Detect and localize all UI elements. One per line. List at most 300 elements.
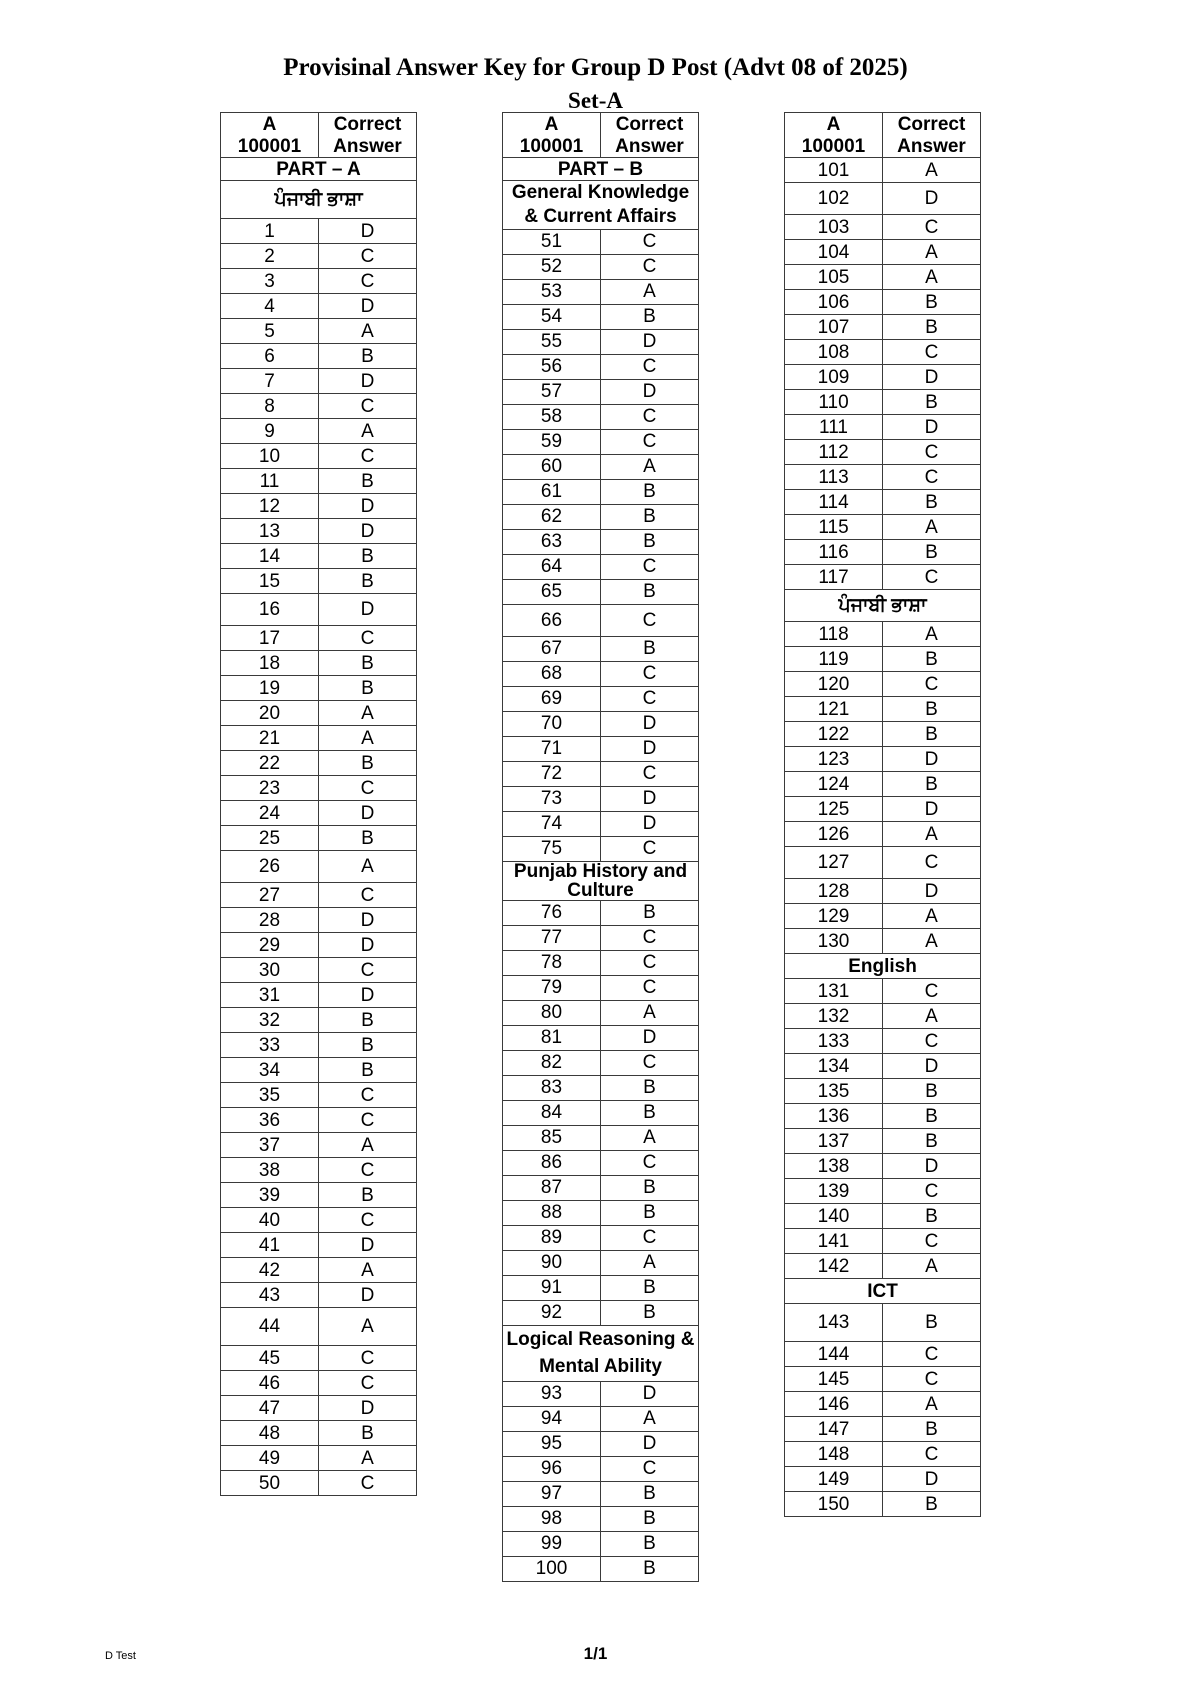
question-number: 118 [785,622,883,647]
correct-answer: A [319,1446,417,1471]
correct-answer: D [319,983,417,1008]
table-row [785,879,981,904]
correct-header: Correct [883,113,981,136]
table-row [785,315,981,340]
correct-answer: B [883,1104,981,1129]
table-row [785,1442,981,1467]
question-number: 38 [221,1158,319,1183]
correct-answer: B [883,647,981,672]
table-row [785,1079,981,1104]
table-row [503,1431,699,1456]
question-number: 97 [503,1481,601,1506]
question-number: 130 [785,929,883,954]
table-row [503,636,699,661]
question-number: 78 [503,950,601,975]
correct-answer: C [883,340,981,365]
question-number: 74 [503,811,601,836]
table-row [221,1421,417,1446]
question-number: 36 [221,1108,319,1133]
correct-answer: C [319,1346,417,1371]
question-number: 119 [785,647,883,672]
question-number: 57 [503,379,601,404]
question-number: 117 [785,565,883,590]
question-number: 132 [785,1004,883,1029]
correct-answer: B [319,826,417,851]
table-row [785,847,981,879]
question-number: 109 [785,365,883,390]
correct-answer: A [883,622,981,647]
correct-answer: D [601,1431,699,1456]
correct-answer: C [319,1158,417,1183]
question-number: 102 [785,183,883,215]
question-number: 24 [221,801,319,826]
question-number: 122 [785,722,883,747]
question-number: 11 [221,469,319,494]
table-row [503,1406,699,1431]
correct-answer: C [883,672,981,697]
correct-answer: C [883,979,981,1004]
table-row [221,1371,417,1396]
question-number: 87 [503,1175,601,1200]
table-row [221,244,417,269]
correct-answer: B [319,676,417,701]
question-number: 71 [503,736,601,761]
correct-answer: B [319,651,417,676]
table-row [503,1000,699,1025]
correct-answer: D [319,219,417,244]
correct-answer: B [601,1506,699,1531]
question-number: 90 [503,1250,601,1275]
table-row [785,1367,981,1392]
correct-answer: B [601,1275,699,1300]
question-number: 25 [221,826,319,851]
question-number: 35 [221,1083,319,1108]
table-row [221,369,417,394]
table-row [785,1129,981,1154]
correct-answer: B [319,544,417,569]
question-number: 58 [503,404,601,429]
question-number: 67 [503,636,601,661]
question-number: 44 [221,1308,319,1346]
table-row [785,1104,981,1129]
table-row [221,1446,417,1471]
correct-answer: B [601,529,699,554]
question-number: 2 [221,244,319,269]
correct-answer: D [319,801,417,826]
table-row [503,279,699,304]
table-row [503,925,699,950]
section-part-b: PART – B [503,158,699,181]
table-row [785,1467,981,1492]
answer-header: Answer [601,135,699,158]
table-row [785,722,981,747]
correct-answer: C [601,950,699,975]
correct-answer: C [319,1108,417,1133]
question-number: 52 [503,254,601,279]
question-number: 75 [503,836,601,861]
correct-answer: B [601,304,699,329]
question-number: 115 [785,515,883,540]
correct-answer: D [883,879,981,904]
correct-answer: C [883,1342,981,1367]
question-number: 104 [785,240,883,265]
section-punjabi: ਪੰਜਾਬੀ ਭਾਸ਼ਾ [221,181,417,219]
correct-answer: C [601,254,699,279]
correct-answer: A [883,929,981,954]
table-row [221,394,417,419]
question-number: 131 [785,979,883,1004]
question-number: 39 [221,1183,319,1208]
table-row [221,776,417,801]
table-row [785,622,981,647]
series-header: A [503,113,601,136]
question-number: 141 [785,1229,883,1254]
correct-answer: D [601,786,699,811]
answer-table-continued [784,112,981,1517]
question-number: 54 [503,304,601,329]
question-number: 70 [503,711,601,736]
correct-answer: B [883,315,981,340]
table-row [785,515,981,540]
question-number: 17 [221,626,319,651]
correct-answer: C [883,847,981,879]
table-row [503,950,699,975]
table-row [503,811,699,836]
correct-answer: C [319,626,417,651]
correct-answer: C [883,215,981,240]
table-row [503,1225,699,1250]
table-row [785,340,981,365]
correct-answer: B [319,1008,417,1033]
correct-answer: D [319,594,417,626]
correct-answer: B [319,751,417,776]
table-row [503,836,699,861]
question-number: 79 [503,975,601,1000]
correct-answer: B [883,490,981,515]
table-row [503,900,699,925]
question-number: 77 [503,925,601,950]
question-number: 41 [221,1233,319,1258]
question-number: 146 [785,1392,883,1417]
correct-answer: C [883,440,981,465]
question-number: 85 [503,1125,601,1150]
correct-answer: D [319,519,417,544]
question-number: 137 [785,1129,883,1154]
table-row [503,1531,699,1556]
table-row [785,1492,981,1517]
series-header: A [785,113,883,136]
correct-answer: D [601,379,699,404]
table-row [221,419,417,444]
question-number: 56 [503,354,601,379]
correct-answer: B [319,1058,417,1083]
correct-answer: D [883,747,981,772]
table-row [785,265,981,290]
correct-answer: C [883,1029,981,1054]
table-row [503,229,699,254]
correct-answer: D [883,1467,981,1492]
table-row [221,1258,417,1283]
table-row [503,354,699,379]
correct-answer: A [601,279,699,304]
question-number: 34 [221,1058,319,1083]
series-code: 100001 [503,135,601,158]
question-number: 9 [221,419,319,444]
question-number: 10 [221,444,319,469]
correct-answer: B [319,1421,417,1446]
table-row [785,797,981,822]
question-number: 127 [785,847,883,879]
question-number: 89 [503,1225,601,1250]
table-row [785,365,981,390]
table-row [785,390,981,415]
correct-answer: D [601,811,699,836]
question-number: 120 [785,672,883,697]
question-number: 22 [221,751,319,776]
correct-answer: C [601,975,699,1000]
table-row [221,294,417,319]
correct-answer: B [601,1481,699,1506]
table-row [785,979,981,1004]
question-number: 63 [503,529,601,554]
table-row [785,465,981,490]
correct-answer: C [319,1083,417,1108]
table-row [221,701,417,726]
question-number: 21 [221,726,319,751]
correct-answer: C [601,925,699,950]
correct-answer: D [319,369,417,394]
question-number: 53 [503,279,601,304]
correct-answer: A [319,1133,417,1158]
question-number: 32 [221,1008,319,1033]
correct-answer: C [319,1471,417,1496]
correct-answer: A [883,265,981,290]
correct-answer: B [601,579,699,604]
table-row [785,215,981,240]
question-number: 66 [503,604,601,636]
question-number: 113 [785,465,883,490]
correct-answer: C [601,1150,699,1175]
table-row [785,1179,981,1204]
question-number: 27 [221,883,319,908]
question-number: 62 [503,504,601,529]
table-row [503,504,699,529]
correct-answer: C [319,1208,417,1233]
question-number: 138 [785,1154,883,1179]
question-number: 99 [503,1531,601,1556]
correct-answer: B [601,1200,699,1225]
correct-answer: D [883,365,981,390]
correct-answer: B [319,1033,417,1058]
question-number: 33 [221,1033,319,1058]
table-row [785,647,981,672]
question-number: 82 [503,1050,601,1075]
section-punjab-history: Punjab History and Culture [503,861,699,900]
correct-answer: C [319,776,417,801]
question-number: 31 [221,983,319,1008]
correct-answer: B [601,1300,699,1325]
correct-answer: C [601,1456,699,1481]
question-number: 65 [503,579,601,604]
correct-answer: D [883,1154,981,1179]
question-number: 142 [785,1254,883,1279]
table-row [785,490,981,515]
correct-answer: B [883,1417,981,1442]
correct-answer: B [319,569,417,594]
question-number: 144 [785,1342,883,1367]
section-ict: ICT [785,1279,981,1304]
question-number: 105 [785,265,883,290]
correct-answer: D [601,711,699,736]
correct-answer: C [883,1442,981,1467]
question-number: 55 [503,329,601,354]
question-number: 73 [503,786,601,811]
question-number: 80 [503,1000,601,1025]
question-number: 72 [503,761,601,786]
table-row [785,747,981,772]
correct-answer: C [601,1050,699,1075]
correct-answer: A [319,1308,417,1346]
table-row [785,1392,981,1417]
correct-answer: D [601,329,699,354]
set-label: Set-A [568,88,623,113]
correct-header: Correct [319,113,417,136]
series-code: 100001 [221,135,319,158]
question-number: 61 [503,479,601,504]
correct-header: Correct [601,113,699,136]
correct-answer: B [601,1531,699,1556]
question-number: 147 [785,1417,883,1442]
table-row [785,1029,981,1054]
table-row [503,1050,699,1075]
correct-answer: A [883,158,981,183]
correct-answer: C [319,244,417,269]
table-row [785,565,981,590]
question-number: 139 [785,1179,883,1204]
question-number: 134 [785,1054,883,1079]
table-row [785,415,981,440]
table-row [785,1304,981,1342]
correct-answer: C [319,1371,417,1396]
table-row [221,219,417,244]
table-row [221,883,417,908]
table-row [221,519,417,544]
question-number: 84 [503,1100,601,1125]
correct-answer: A [319,726,417,751]
table-row [503,304,699,329]
table-row [503,1250,699,1275]
question-number: 40 [221,1208,319,1233]
question-number: 23 [221,776,319,801]
correct-answer: D [883,183,981,215]
table-row [785,822,981,847]
question-number: 83 [503,1075,601,1100]
page-number: 1/1 [583,1644,608,1663]
table-row [503,379,699,404]
correct-answer: A [883,240,981,265]
question-number: 5 [221,319,319,344]
table-row [785,904,981,929]
correct-answer: D [883,797,981,822]
table-row [503,975,699,1000]
correct-answer: C [319,269,417,294]
footer-label: D Test [105,1650,136,1662]
correct-answer: A [883,1254,981,1279]
correct-answer: C [601,761,699,786]
correct-answer: D [319,908,417,933]
table-row [785,672,981,697]
table-row [221,1308,417,1346]
table-row [503,1300,699,1325]
table-row [221,1471,417,1496]
correct-answer: C [601,404,699,429]
table-row [221,1158,417,1183]
question-number: 28 [221,908,319,933]
section-logical-reasoning: Logical Reasoning & Mental Ability [503,1325,699,1381]
question-number: 94 [503,1406,601,1431]
table-row [785,1204,981,1229]
table-row [503,711,699,736]
question-number: 18 [221,651,319,676]
table-row [221,908,417,933]
correct-answer: D [883,415,981,440]
table-row [221,851,417,883]
correct-answer: A [319,1258,417,1283]
question-number: 1 [221,219,319,244]
table-row [503,1150,699,1175]
question-number: 103 [785,215,883,240]
table-row [221,958,417,983]
correct-answer: A [601,454,699,479]
table-row [503,736,699,761]
table-row [503,1200,699,1225]
table-row [785,697,981,722]
table-row [503,661,699,686]
correct-answer: B [883,772,981,797]
question-number: 47 [221,1396,319,1421]
correct-answer: C [319,444,417,469]
question-number: 13 [221,519,319,544]
table-row [785,158,981,183]
table-row [221,344,417,369]
question-number: 51 [503,229,601,254]
answer-table-part-b [502,112,699,1582]
correct-answer: C [319,883,417,908]
table-row [785,1417,981,1442]
correct-answer: A [883,515,981,540]
correct-answer: A [601,1250,699,1275]
correct-answer: B [883,1304,981,1342]
question-number: 64 [503,554,601,579]
section-punjabi: ਪੰਜਾਬੀ ਭਾਸ਼ਾ [785,590,981,622]
section-part-a: PART – A [221,158,417,181]
question-number: 7 [221,369,319,394]
table-row [503,1381,699,1406]
question-number: 45 [221,1346,319,1371]
correct-answer: D [319,294,417,319]
question-number: 59 [503,429,601,454]
correct-answer: D [319,494,417,519]
correct-answer: D [319,1396,417,1421]
table-row [503,1556,699,1581]
question-number: 3 [221,269,319,294]
correct-answer: B [319,1183,417,1208]
correct-answer: D [319,933,417,958]
correct-answer: B [883,1129,981,1154]
question-number: 114 [785,490,883,515]
correct-answer: B [319,469,417,494]
question-number: 133 [785,1029,883,1054]
